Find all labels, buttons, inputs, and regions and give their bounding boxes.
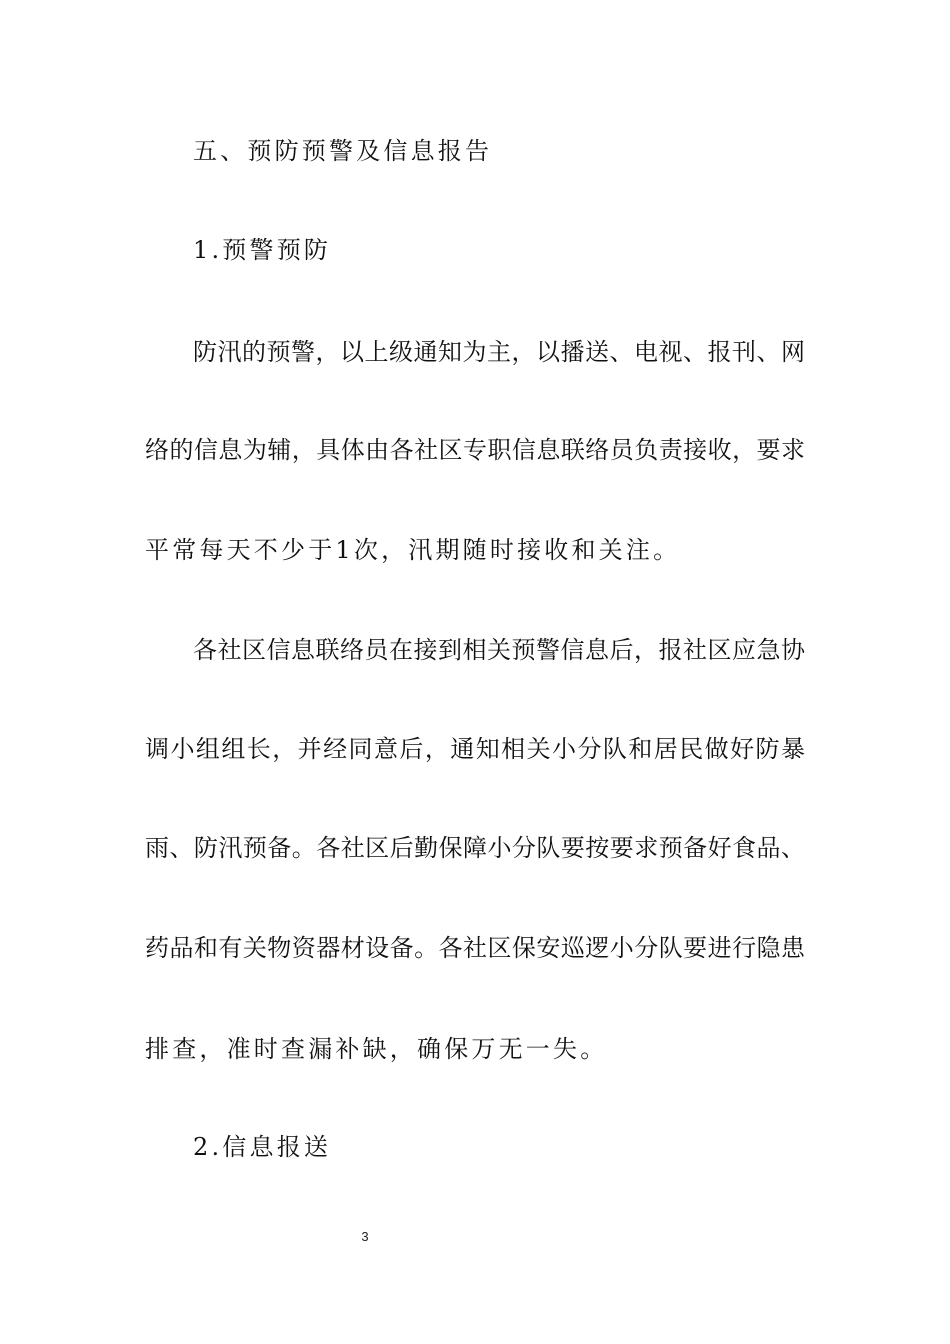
paragraph-2-line-3: 雨、防汛预备。各社区后勤保障小分队要按要求预备好食品、 — [145, 834, 805, 862]
paragraph-1-line-3: 平常每天不少于1次，汛期随时接收和关注。 — [145, 536, 681, 564]
page-number: 3 — [361, 1229, 369, 1244]
paragraph-2-line-2: 调小组组长，并经同意后，通知相关小分队和居民做好防暴 — [145, 735, 805, 763]
paragraph-1-line-2: 络的信息为辅，具体由各社区专职信息联络员负责接收，要求 — [145, 436, 805, 464]
subheading-information-reporting: 2.信息报送 — [193, 1133, 332, 1161]
paragraph-2-line-5: 排查，准时查漏补缺，确保万无一失。 — [145, 1035, 608, 1063]
section-heading: 五、预防预警及信息报告 — [193, 137, 493, 165]
paragraph-2-line-4: 药品和有关物资器材设备。各社区保安巡逻小分队要进行隐患 — [145, 934, 805, 962]
paragraph-2-line-1: 各社区信息联络员在接到相关预警信息后，报社区应急协 — [193, 636, 805, 664]
subheading-warning-prevention: 1.预警预防 — [193, 236, 332, 264]
paragraph-1-line-1: 防汛的预警，以上级通知为主，以播送、电视、报刊、网 — [193, 338, 805, 366]
